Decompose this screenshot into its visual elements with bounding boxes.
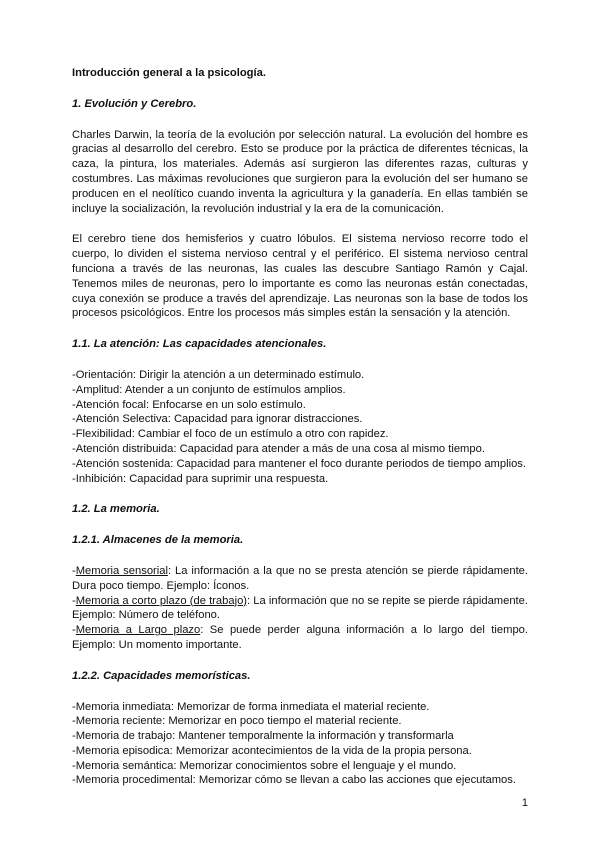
memory-capacities-list xyxy=(72,700,528,789)
memory-store-item xyxy=(72,594,528,624)
list-item: -Flexibilidad: Cambiar el foco de un estímulo a otro con rapidez. xyxy=(72,428,389,441)
memory-store-item xyxy=(72,564,528,594)
memory-description: : Se puede perder alguna información a lo largo del tiempo. Ejemplo: Un momento importante. xyxy=(72,624,528,651)
list-item: -Memoria de trabajo: Mantener temporalmente la información y transformarla xyxy=(72,730,454,743)
memory-description: : La información a la que no se presta atención se pierde rápidamente. Dura poco tiempo. Ejemplo: Íconos. xyxy=(72,564,529,592)
list-item: -Memoria inmediata: Memorizar de forma inmediata el material reciente. xyxy=(72,700,430,713)
document-title: Introducción general a la psicología. xyxy=(72,67,266,79)
item-prefix: - xyxy=(72,624,76,637)
attention-capacities-list xyxy=(72,368,528,486)
section-1-2-heading: 1.2. La memoria. xyxy=(72,503,160,516)
list-item: -Memoria semántica: Memorizar conocimientos sobre el lenguaje y el mundo. xyxy=(72,759,457,772)
list-item: -Memoria reciente: Memorizar en poco tiempo el material reciente. xyxy=(72,715,402,728)
list-item: -Atención Selectiva: Capacidad para ignorar distracciones. xyxy=(72,413,363,426)
page-content xyxy=(72,66,528,804)
memory-stores-list xyxy=(72,564,528,653)
section-1-paragraph-1: Charles Darwin, la teoría de la evolución por selección natural. La evolución del hombre es gracias al desarrollo del cerebro. Esto se produce por la práctica de diferentes técnicas, la caza, la pintura, los materiales. Además así surgieron las diferentes razas, culturas y costumbres. Las máximas revoluciones que surgieron para la evolución del ser humano se producen en el neolítico cuando inventa la agricultura y la ganadería. En ellas también se incluye la socialización, la revolución industrial y la era de la comunicación. xyxy=(72,128,528,215)
section-1-paragraph-2: El cerebro tiene dos hemisferios y cuatro lóbulos. El sistema nervioso recorre todo el cuerpo, lo dividen el sistema nervioso central y el periférico. El sistema nervioso central funciona a través de las neuronas, las cuales las descubre Santiago Ramón y Cajal. Tenemos miles de neuronas, pero lo importante es como las neuronas están conectadas, cuya conexión se produce a través del aprendizaje. Las neuronas son la base de todos los procesos psicológicos. Entre los procesos más simples están la sensación y la atención. xyxy=(72,233,528,320)
section-1-2-1-heading: 1.2.1. Almacenes de la memoria. xyxy=(72,534,244,547)
memory-term-long-term: Memoria a Largo plazo xyxy=(75,624,201,637)
page-number: 1 xyxy=(521,797,528,809)
section-1-2-2-heading: 1.2.2. Capacidades memorísticas. xyxy=(72,669,251,682)
memory-term-short-term: Memoria a corto plazo (de trabajo) xyxy=(75,594,248,607)
item-prefix: - xyxy=(72,594,76,607)
section-1-heading: 1. Evolución y Cerebro. xyxy=(72,97,197,110)
list-item: -Atención focal: Enfocarse en un solo estímulo. xyxy=(72,398,306,411)
list-item: -Memoria procedimental: Memorizar cómo se llevan a cabo las acciones que ejecutamos. xyxy=(72,774,516,787)
section-1-1-heading: 1.1. La atención: Las capacidades atencionales. xyxy=(72,338,327,351)
list-item: -Amplitud: Atender a un conjunto de estímulos amplios. xyxy=(72,383,346,396)
memory-store-item xyxy=(72,623,528,653)
list-item: -Inhibición: Capacidad para suprimir una respuesta. xyxy=(72,472,329,485)
list-item: -Memoria episodica: Memorizar acontecimientos de la vida de la propia persona. xyxy=(72,744,472,757)
list-item: -Atención distribuida: Capacidad para atender a más de una cosa al mismo tiempo. xyxy=(72,442,485,455)
memory-term-sensory: Memoria sensorial xyxy=(75,564,168,577)
memory-description: : La información que no se repite se pierde rápidamente. Ejemplo: Número de teléfono. xyxy=(72,594,528,622)
list-item: -Atención sostenida: Capacidad para mantener el foco durante periodos de tiempo amplios. xyxy=(72,457,526,470)
list-item: -Orientación: Dirigir la atención a un determinado estímulo. xyxy=(72,368,365,381)
item-prefix: - xyxy=(72,564,76,577)
